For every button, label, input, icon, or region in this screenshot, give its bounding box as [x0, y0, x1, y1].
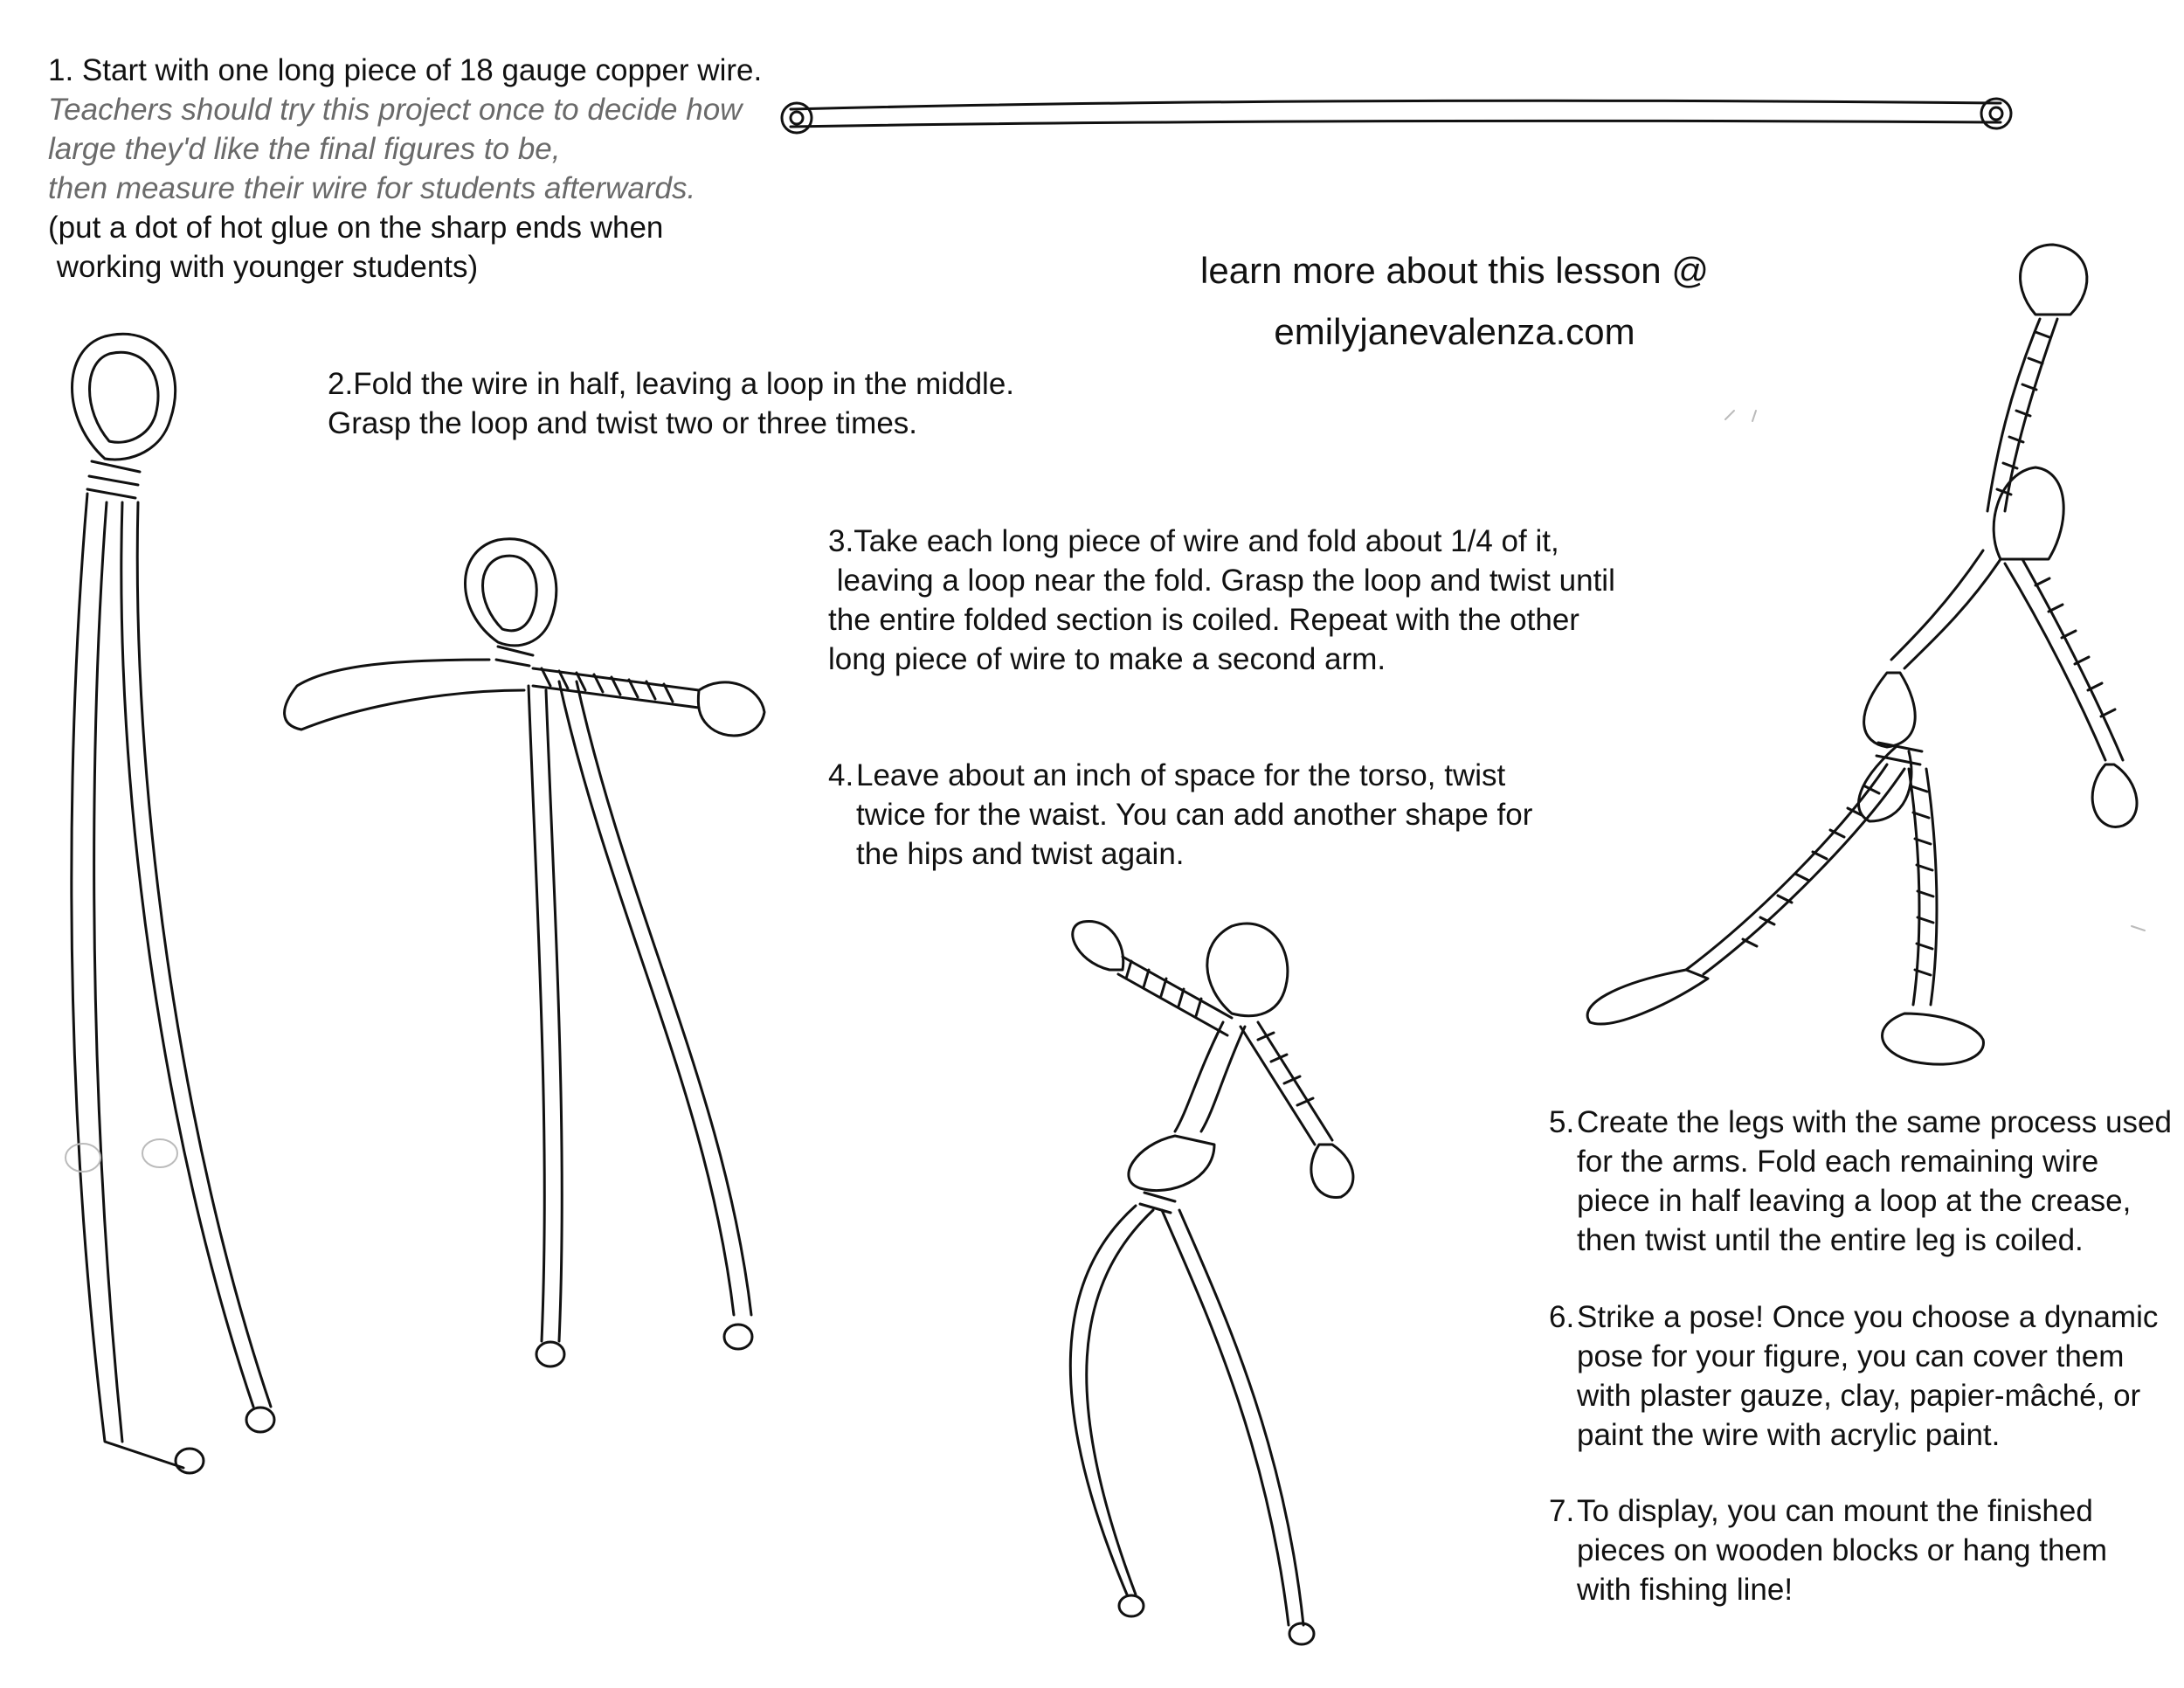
step5-line: Create the legs with the same process used: [1577, 1105, 2172, 1139]
step6-block: [1549, 1297, 2158, 1455]
step4-line: the hips and twist again.: [856, 837, 1185, 871]
step4-number: 4.: [828, 758, 854, 792]
step3-line: leaving a loop near the fold. Grasp the loop and twist until: [828, 564, 1615, 598]
step5-block: [1549, 1103, 2172, 1260]
teacher-note-line: large they'd like the final figures to be,: [48, 132, 561, 166]
step4-block: [828, 756, 1532, 874]
lesson-link-block: [1162, 240, 1747, 363]
step7-line: pieces on wooden blocks or hang them: [1577, 1533, 2108, 1567]
straight-wire-illustration: [782, 99, 2011, 133]
step7-line: with fishing line!: [1577, 1573, 1794, 1607]
step3-line: 3.Take each long piece of wire and fold about 1/4 of it,: [828, 524, 1559, 558]
step6-line: paint the wire with acrylic paint.: [1577, 1418, 2001, 1452]
step3-line: the entire folded section is coiled. Repeat with the other: [828, 603, 1579, 637]
step2-line: Grasp the loop and twist two or three times.: [328, 406, 918, 440]
step5-line: piece in half leaving a loop at the crease,: [1577, 1184, 2132, 1218]
torso-figure-illustration: [1070, 921, 1353, 1644]
step7-block: [1549, 1491, 2107, 1609]
step6-line: pose for your figure, you can cover them: [1577, 1339, 2125, 1373]
one-arm-figure-illustration: [285, 539, 764, 1366]
step7-line: To display, you can mount the finished: [1577, 1494, 2093, 1528]
glue-note-line: (put a dot of hot glue on the sharp ends when: [48, 211, 664, 245]
glue-note-line: working with younger students): [48, 250, 479, 284]
step6-line: Strike a pose! Once you choose a dynamic: [1577, 1300, 2159, 1334]
step6-line: with plaster gauze, clay, papier-mâché, or: [1577, 1379, 2141, 1413]
step3-line: long piece of wire to make a second arm.: [828, 642, 1386, 676]
step4-line: Leave about an inch of space for the torso, twist: [856, 758, 1506, 792]
lesson-link-url[interactable]: emilyjanevalenza.com: [1274, 311, 1635, 352]
step1-block: [48, 51, 762, 287]
teacher-note-line: then measure their wire for students afterwards.: [48, 171, 696, 205]
step6-number: 6.: [1549, 1300, 1575, 1334]
step5-line: for the arms. Fold each remaining wire: [1577, 1145, 2099, 1179]
lesson-link-label: learn more about this lesson @: [1200, 250, 1709, 291]
posed-figure-illustration: [1587, 245, 2145, 1064]
folded-wire-illustration: [66, 334, 274, 1473]
step5-number: 5.: [1549, 1105, 1575, 1139]
step4-line: twice for the waist. You can add another shape for: [856, 798, 1533, 832]
step1-heading: 1. Start with one long piece of 18 gauge copper wire.: [48, 53, 763, 87]
step7-number: 7.: [1549, 1494, 1575, 1528]
step2-line: 2.Fold the wire in half, leaving a loop in the middle.: [328, 367, 1015, 401]
teacher-note-line: Teachers should try this project once to decide how: [48, 93, 743, 127]
step3-block: [828, 522, 1615, 679]
step2-block: [328, 364, 1014, 443]
step5-line: then twist until the entire leg is coiled.: [1577, 1223, 2084, 1257]
